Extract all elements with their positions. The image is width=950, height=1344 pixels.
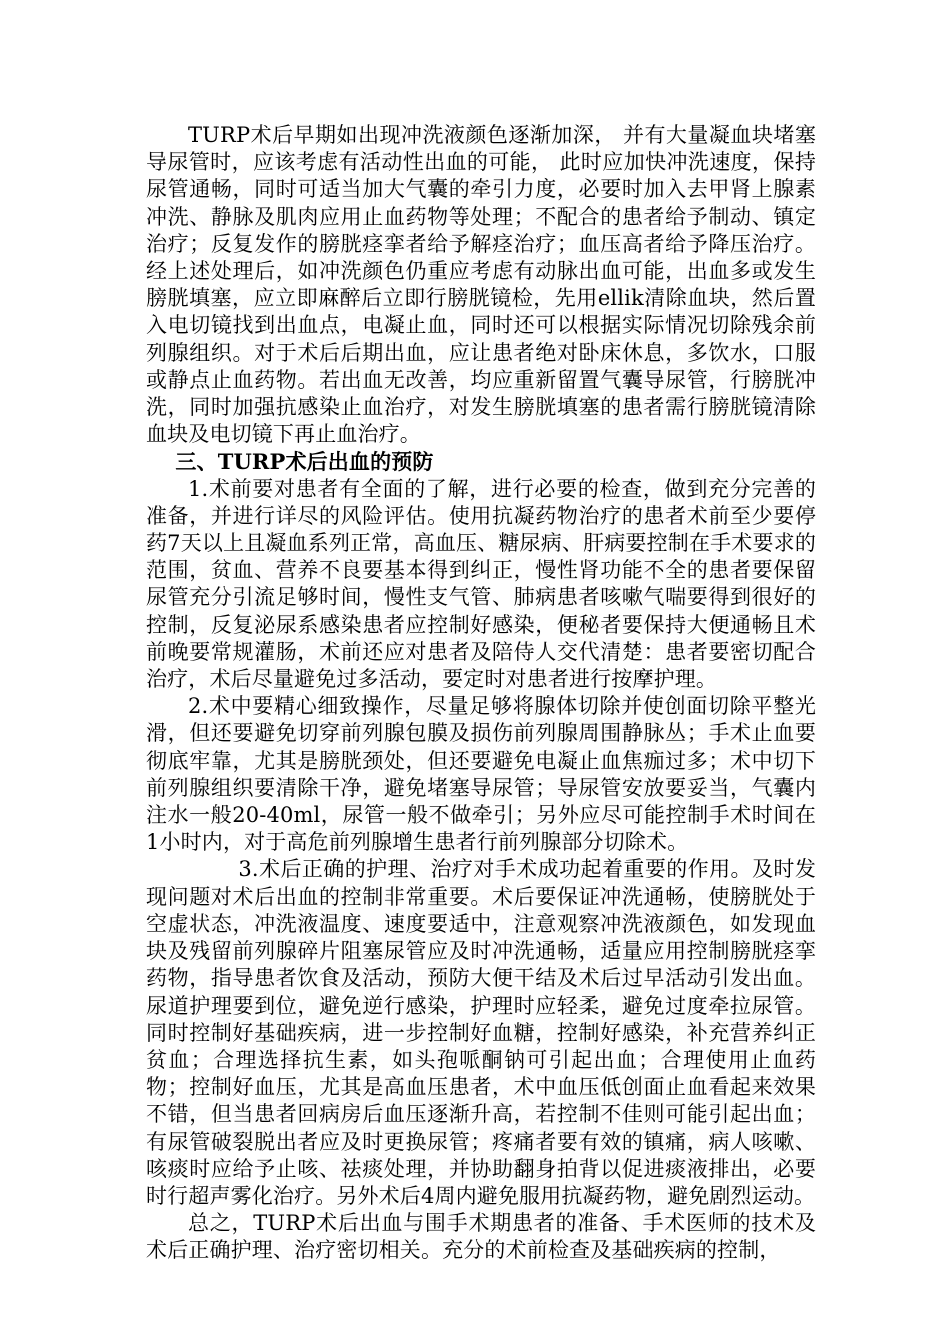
- section-heading-prevention: 三、TURP术后出血的预防: [175, 449, 434, 475]
- paragraph-conclusion: 总之，TURP术后出血与围手术期患者的准备、手术医师的技术及术后正确护理、治疗密切相关。充分的术前检查及基础疾病的控制，: [146, 1211, 816, 1263]
- list-item-intraoperative: 2.术中要精心细致操作，尽量足够将腺体切除并使创面切除平整光滑，但还要避免切穿前列腺包膜及损伤前列腺周围静脉丛；手术止血要彻底牢靠，尤其是膀胱颈处，但还要避免电凝止血焦痂过多；术中切下前列腺组织要清除干净，避免堵塞导尿管；导尿管安放要妥当，气囊内注水一般20-40ml，尿管一般不做牵引；另外应尽可能控制手术时间在1小时内，对于高危前列腺增生患者行前列腺部分切除术。: [146, 694, 816, 855]
- paragraph-bleeding-management: TURP术后早期如出现冲洗液颜色逐渐加深， 并有大量凝血块堵塞导尿管时，应该考虑有活动性出血的可能， 此时应加快冲洗速度，保持尿管通畅，同时可适当加大气囊的牵引力度，必要时加入去甲肾上腺素冲洗、静脉及肌肉应用止血药物等处理；不配合的患者给予制动、镇定治疗；反复发作的膀胱痉挛者给予解痉治疗；血压高者给予降压治疗。经上述处理后，如冲洗颜色仍重应考虑有动脉出血可能，出血多或发生膀胱填塞，应立即麻醉后立即行膀胱镜检，先用ellik清除血块，然后置入电切镜找到出血点，电凝止血，同时还可以根据实际情况切除残余前列腺组织。对于术后后期出血，应让患者绝对卧床休息，多饮水，口服或静点止血药物。若出血无改善，均应重新留置气囊导尿管，行膀胱冲洗，同时加强抗感染止血治疗，对发生膀胱填塞的患者需行膀胱镜清除血块及电切镜下再止血治疗。: [146, 123, 816, 447]
- body-text: [146, 122, 816, 1265]
- list-item-postoperative: 3.术后正确的护理、治疗对手术成功起着重要的作用。及时发现问题对术后出血的控制非常重要。术后要保证冲洗通畅，使膀胱处于空虚状态，冲洗液温度、速度要适中，注意观察冲洗液颜色，如发现血块及残留前列腺碎片阻塞尿管应及时冲洗通畅，适量应用控制膀胱痉挛药物，指导患者饮食及活动，预防大便干结及术后过早活动引发出血。尿道护理要到位，避免逆行感染，护理时应轻柔，避免过度牵拉尿管。同时控制好基础疾病，进一步控制好血糖，控制好感染，补充营养纠正贫血；合理选择抗生素，如头孢哌酮钠可引起出血；合理使用止血药物；控制好血压，尤其是高血压患者，术中血压低创面止血看起来效果不错，但当患者回病房后血压逐渐升高，若控制不佳则可能引起出血；有尿管破裂脱出者应及时更换尿管；疼痛者要有效的镇痛，病人咳嗽、咳痰时应给予止咳、祛痰处理，并协助翻身拍背以促进痰液排出，必要时行超声雾化治疗。另外术后4周内避免服用抗凝药物，避免剧烈运动。: [146, 857, 816, 1208]
- list-item-preoperative: 1.术前要对患者有全面的了解，进行必要的检查，做到充分完善的准备，并进行详尽的风险评估。使用抗凝药物治疗的患者术前至少要停药7天以上且凝血系列正常，高血压、糖尿病、肝病要控制在手术要求的范围，贫血、营养不良要基本得到纠正，慢性肾功能不全的患者要保留尿管充分引流足够时间，慢性支气管、肺病患者咳嗽气喘要得到很好的控制，反复泌尿系感染患者应控制好感染，便秘者要保持大便通畅且术前晚要常规灌肠，术前还应对患者及陪侍人交代清楚：患者要密切配合治疗，术后尽量避免过多活动，要定时对患者进行按摩护理。: [146, 476, 816, 692]
